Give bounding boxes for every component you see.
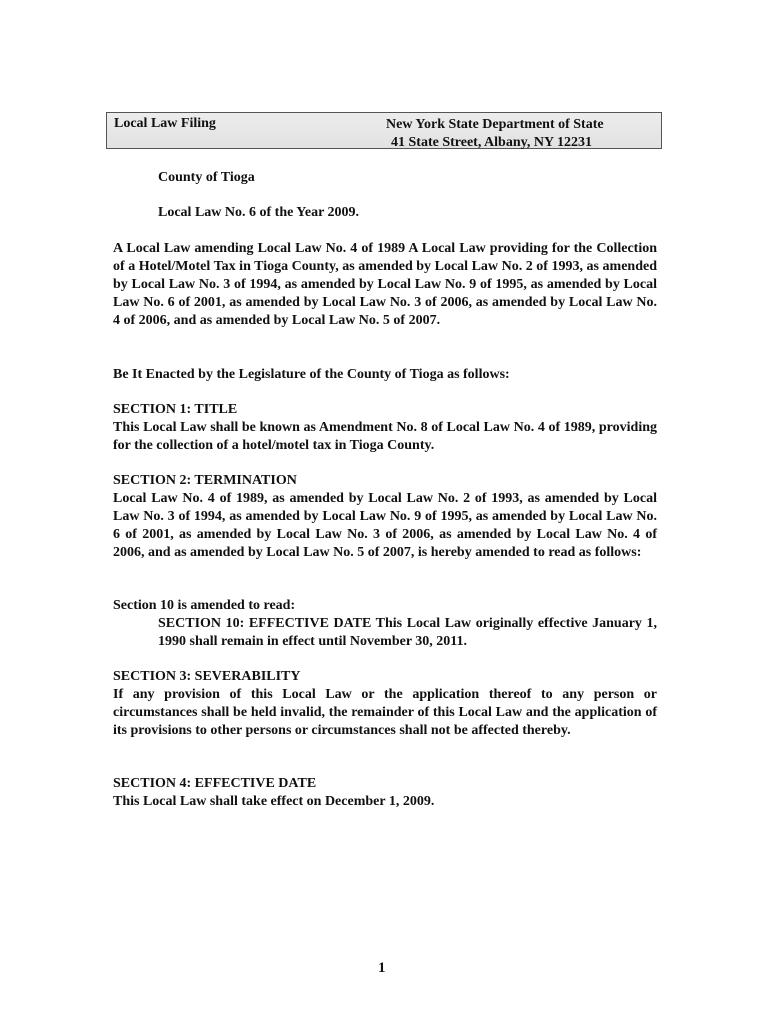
county-name: County of Tioga [158,170,255,185]
header-address: 41 State Street, Albany, NY 12231 [391,135,593,150]
section-2-body: Local Law No. 4 of 1989, as amended by Local Law No. 2 of 1993, as amended by Local Law No. 3 of 1994, as amended by Local Law No. 9 of 1995, as amended by Local Law No. 6 of 2001, as amended by Local Law No. 3 of 2006, as amended by Local Law No. 4 of 2006, and as amended by Local Law No. 5 of 2007, is hereby amended to read as follows: [113,491,657,560]
header-department-address [386,116,604,152]
section-10-body: SECTION 10: EFFECTIVE DATE This Local Law originally effective January 1, 1990 shall remain in effect until November 30, 2011. [158,616,657,649]
page-number: 1 [378,960,386,976]
enacting-clause: Be It Enacted by the Legislature of the County of Tioga as follows: [113,367,510,382]
section-4-body: This Local Law shall take effect on December 1, 2009. [113,794,435,809]
section-3-body: If any provision of this Local Law or the application thereof to any person or circumstances shall be held invalid, the remainder of this Local Law and the application of its provisions to other persons or circumstances shall not be affected thereby. [113,687,657,738]
section-1-body: This Local Law shall be known as Amendment No. 8 of Local Law No. 4 of 1989, providing for the collection of a hotel/motel tax in Tioga County. [113,420,657,453]
section-10-intro: Section 10 is amended to read: [113,598,296,613]
header-filing-label: Local Law Filing [114,116,216,131]
filing-header-box [106,112,662,149]
section-3-heading: SECTION 3: SEVERABILITY [113,669,301,684]
section-1-heading: SECTION 1: TITLE [113,402,238,417]
section-2-heading: SECTION 2: TERMINATION [113,473,297,488]
title-paragraph: A Local Law amending Local Law No. 4 of 1989 A Local Law providing for the Collection of a Hotel/Motel Tax in Tioga County, as amended by Local Law No. 2 of 1993, as amended by Local Law No. 3 of 1994, as amended by Local Law No. 9 of 1995, as amended by Local Law No. 6 of 2001, as amended by Local Law No. 3 of 2006, as amended by Local Law No. 4 of 2006, and as amended by Local Law No. 5 of 2007. [113,241,657,328]
header-department: New York State Department of State [386,117,604,132]
section-4-heading: SECTION 4: EFFECTIVE DATE [113,776,317,791]
law-number: Local Law No. 6 of the Year 2009. [158,205,360,220]
